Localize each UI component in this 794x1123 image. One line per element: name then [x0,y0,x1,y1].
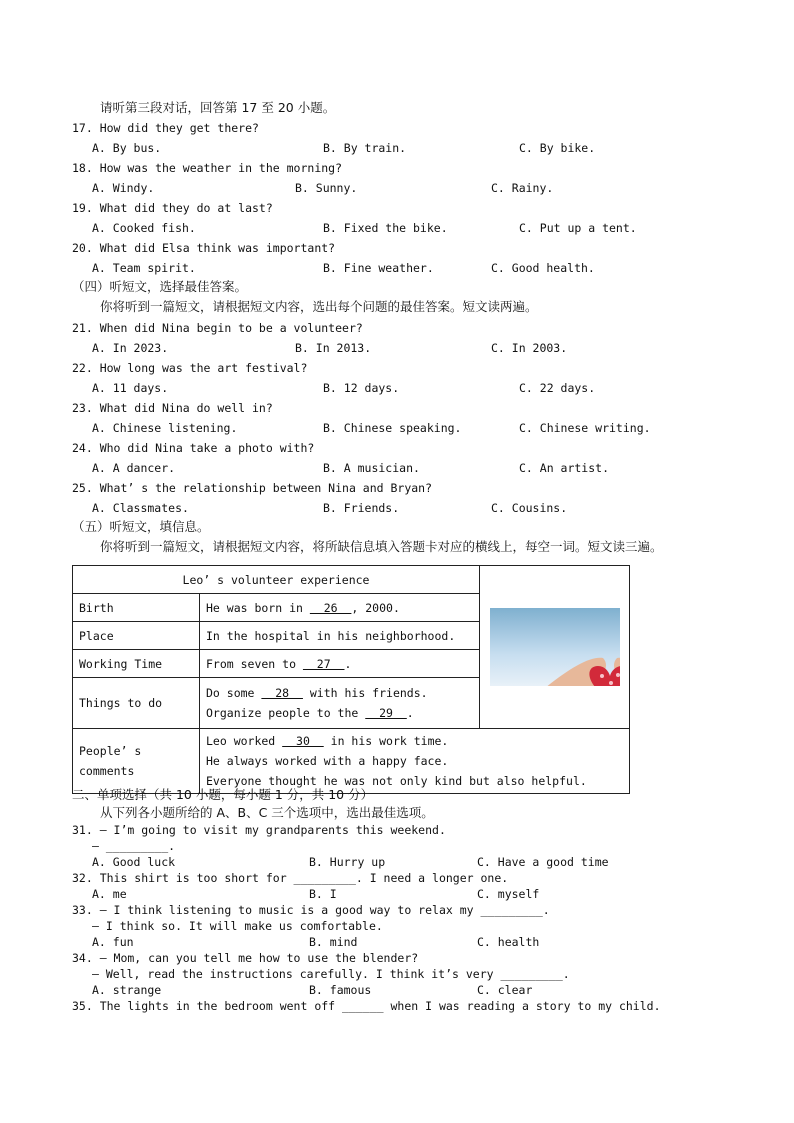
question-24: 24. Who did Nina take a photo with? [72,441,315,455]
question-33-reply: — I think so. It will make us comfortable. [92,919,383,933]
option-21a: A. In 2023. [92,341,169,355]
option-24b: B. A musician. [323,461,420,475]
things-label: Things to do [73,678,200,729]
question-34: 34. — Mom, can you tell me how to use the blender? [72,951,419,965]
part4-title: （四）听短文，选择最佳答案。 [72,279,248,294]
things-value: Do some 28 with his friends. Organize people to the 29 . [200,678,480,729]
option-33b: B. mind [309,935,358,949]
option-34a: A. strange [92,983,162,997]
question-32: 32. This shirt is too short for _________. I need a longer one. [72,871,509,885]
option-32c: C. myself [477,887,540,901]
comments-value: Leo worked 30 in his work time. He always worked with a happy face. Everyone thought he was not only kind but also helpful. [200,729,630,794]
option-33c: C. health [477,935,540,949]
birth-label: Birth [73,594,200,622]
part2-instruction: 从下列各小题所给的 A、B、C 三个选项中，选出最佳选项。 [100,805,434,820]
part5-title: （五）听短文，填信息。 [72,519,210,534]
part5-instruction: 你将听到一篇短文，请根据短文内容，将所缺信息填入答题卡对应的横线上，每空一词。短文读三遍。 [100,539,663,554]
working-time-value: From seven to 27 . [200,650,480,678]
option-22c: C. 22 days. [519,381,596,395]
blank-27[interactable]: 27 [302,656,345,671]
question-31: 31. — I’m going to visit my grandparents this weekend. [72,823,446,837]
option-18a: A. Windy. [92,181,155,195]
question-31-reply: — _________. [92,839,176,853]
birth-value: He was born in 26 , 2000. [200,594,480,622]
option-20a: A. Team spirit. [92,261,196,275]
option-19a: A. Cooked fish. [92,221,196,235]
table-title: Leo’ s volunteer experience [73,566,480,594]
option-22a: A. 11 days. [92,381,169,395]
option-18c: C. Rainy. [491,181,554,195]
option-34b: B. famous [309,983,372,997]
question-18: 18. How was the weather in the morning? [72,161,343,175]
question-21: 21. When did Nina begin to be a volunteer? [72,321,363,335]
working-time-label: Working Time [73,650,200,678]
option-23c: C. Chinese writing. [519,421,651,435]
option-33a: A. fun [92,935,134,949]
option-23b: B. Chinese speaking. [323,421,462,435]
place-label: Place [73,622,200,650]
option-31a: A. Good luck [92,855,176,869]
option-20c: C. Good health. [491,261,595,275]
option-19b: B. Fixed the bike. [323,221,448,235]
question-35: 35. The lights in the bedroom went off ______ when I was reading a story to my child. [72,999,661,1013]
option-24a: A. A dancer. [92,461,176,475]
option-17b: B. By train. [323,141,407,155]
option-19c: C. Put up a tent. [519,221,637,235]
option-23a: A. Chinese listening. [92,421,238,435]
option-18b: B. Sunny. [295,181,358,195]
blank-28[interactable]: 28 [261,686,303,701]
blank-29[interactable]: 29 [365,706,407,721]
part4-instruction: 你将听到一篇短文，请根据短文内容，选出每个问题的最佳答案。短文读两遍。 [100,299,538,314]
question-33: 33. — I think listening to music is a good way to relax my _________. [72,903,550,917]
section-intro: 请听第三段对话，回答第 17 至 20 小题。 [100,100,336,115]
question-19: 19. What did they do at last? [72,201,273,215]
question-20: 20. What did Elsa think was important? [72,241,336,255]
question-22: 22. How long was the art festival? [72,361,308,375]
question-25: 25. What’ s the relationship between Nina and Bryan? [72,481,433,495]
option-21b: B. In 2013. [295,341,372,355]
info-table [72,565,630,794]
option-32a: A. me [92,887,127,901]
option-17c: C. By bike. [519,141,596,155]
option-25b: B. Friends. [323,501,400,515]
heart-hands-image [490,608,620,686]
heart-hands-icon [545,628,620,686]
question-17: 17. How did they get there? [72,121,259,135]
comments-label: People’ s comments [73,729,200,794]
option-17a: A. By bus. [92,141,162,155]
heart-photo-cell [480,566,630,729]
option-22b: B. 12 days. [323,381,400,395]
option-25a: A. Classmates. [92,501,189,515]
option-34c: C. clear [477,983,533,997]
place-value: In the hospital in his neighborhood. [200,622,480,650]
option-21c: C. In 2003. [491,341,568,355]
option-31b: B. Hurry up [309,855,386,869]
option-31c: C. Have a good time [477,855,609,869]
question-34-reply: — Well, read the instructions carefully. I think it’s very _________. [92,967,570,981]
question-23: 23. What did Nina do well in? [72,401,273,415]
part2-title: 二、单项选择（共 10 小题，每小题 1 分，共 10 分） [72,787,374,802]
blank-26[interactable]: 26 [309,600,352,615]
option-20b: B. Fine weather. [323,261,434,275]
option-25c: C. Cousins. [491,501,568,515]
blank-30[interactable]: 30 [282,734,324,748]
option-32b: B. I [309,887,337,901]
option-24c: C. An artist. [519,461,610,475]
